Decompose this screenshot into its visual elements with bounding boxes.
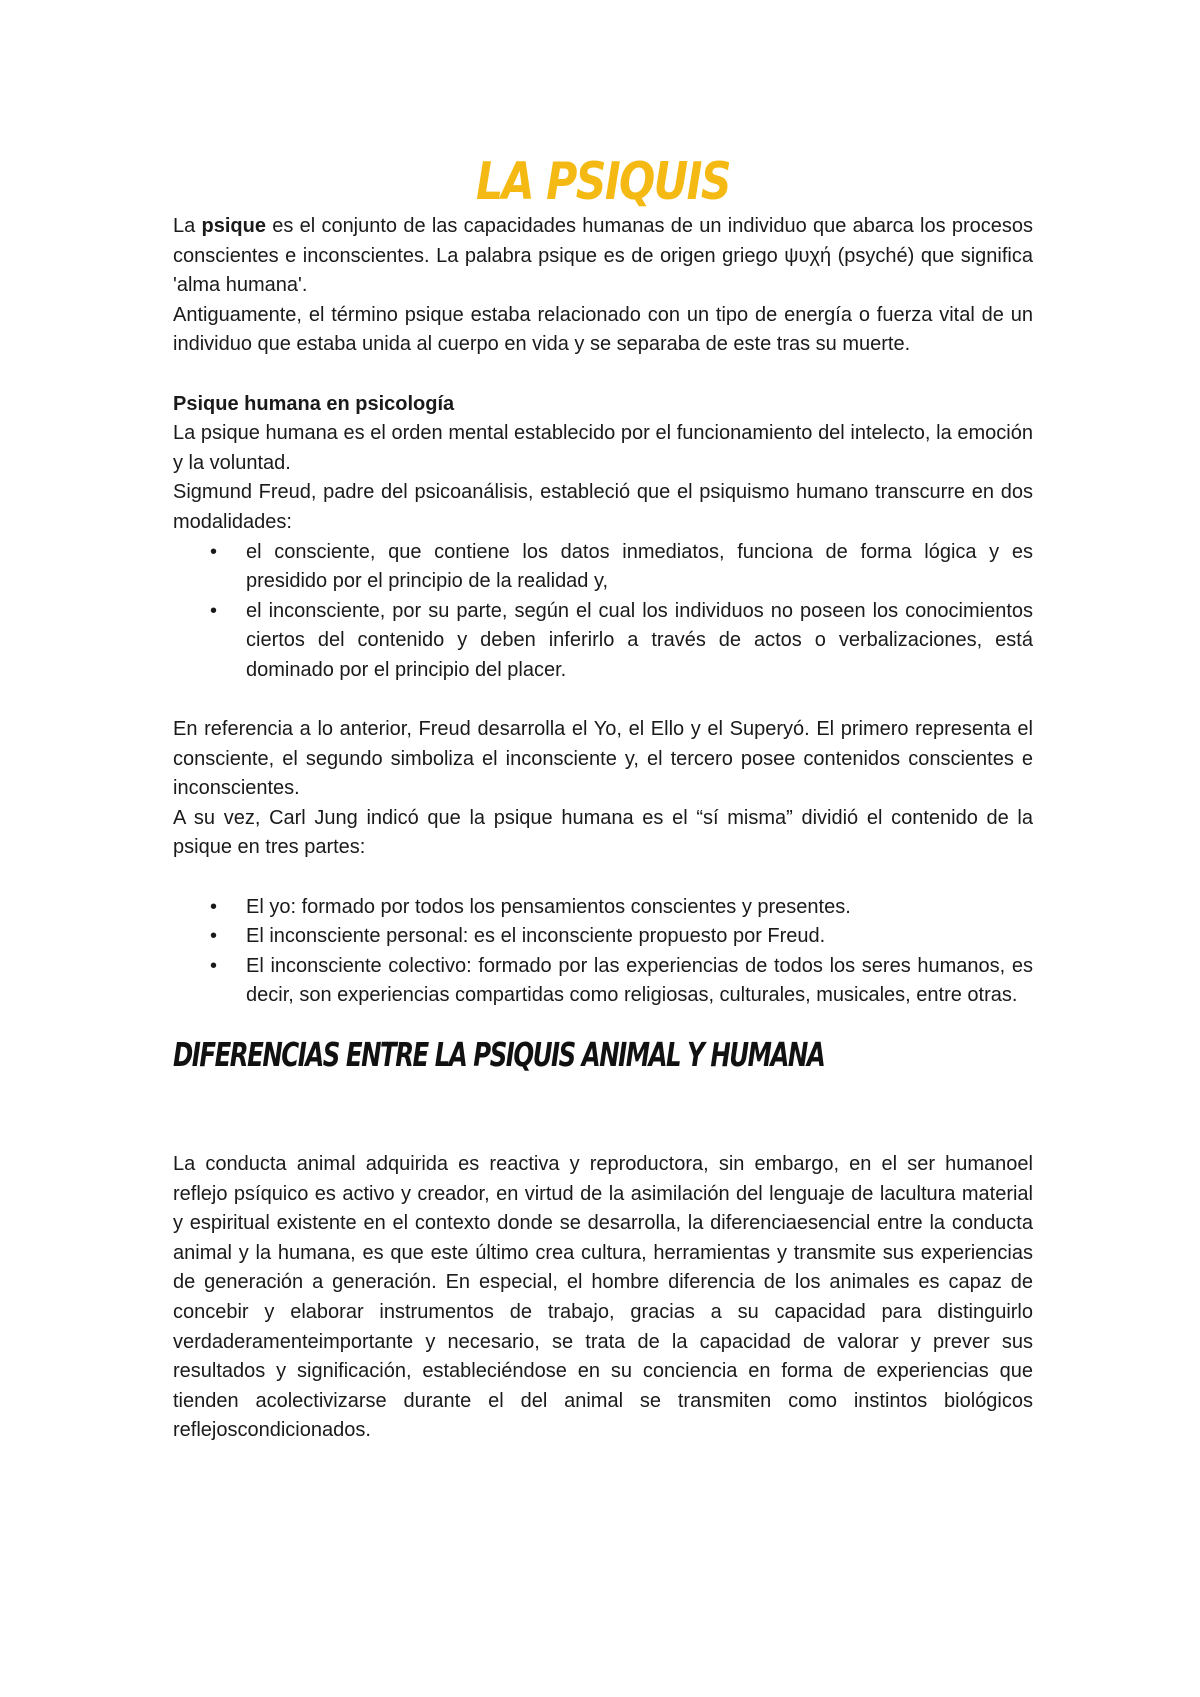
list-item	[173, 952, 1033, 1011]
list-item	[173, 922, 1033, 952]
list-item-text: el inconsciente, por su parte, según el cual los individuos no poseen los conocimientos ciertos del contenido y deben inferirlo a través de actos o verbalizaciones, está dominado por el principio del placer.	[246, 599, 1033, 681]
jung-paragraph: A su vez, Carl Jung indicó que la psique humana es el “sí misma” dividió el contenido de la psique en tres partes:	[173, 806, 1033, 859]
blank-line	[173, 360, 1033, 390]
blank-line	[173, 686, 1033, 716]
list-item	[173, 538, 1033, 597]
jung-parts-list	[173, 893, 1033, 1011]
diferencias-heading: DIFERENCIAS ENTRE LA PSIQUIS ANIMAL Y HUMANA	[173, 1035, 825, 1075]
intro-rest: es el conjunto de las capacidades humanas de un individuo que abarca los procesos conscientes e inconscientes. La palabra psique es de origen griego ψυχή (psyché) que significa 'alma humana'.	[173, 215, 1033, 297]
intro-paragraph	[173, 212, 1033, 301]
bullet-icon: •	[210, 599, 218, 622]
diferencias-paragraph: La conducta animal adquirida es reactiva y reproductora, sin embargo, en el ser humanoel reflejo psíquico es activo y creador, en virtud de la asimilación del lenguaje de lacultura material y espiritual existente en el contexto donde se desarrolla, la diferenciaesencial entre la conducta animal y la humana, es que este último crea cultura, herramientas y transmite sus experiencias de generación a generación. En especial, el hombre diferencia de los animales es capaz de concebir y elaborar instrumentos de trabajo, gracias a su capacidad para distinguirlo verdaderamenteimportante y necesario, se trata de la capacidad de valorar y prever sus resultados y significación, estableciéndose en su conciencia en forma de experiencias que tienden acolectivizarse durante el del animal se transmiten como instintos biológicos reflejoscondicionados.	[173, 1153, 1033, 1442]
list-item	[173, 893, 1033, 923]
list-item	[173, 597, 1033, 686]
document-page	[173, 150, 1033, 1446]
bullet-icon: •	[210, 540, 218, 563]
bullet-icon: •	[210, 954, 218, 977]
psicologia-paragraph-2: Sigmund Freud, padre del psicoanálisis, estableció que el psiquismo humano transcurre en dos modalidades:	[173, 481, 1033, 533]
page-title: LA PSIQUIS	[476, 152, 730, 212]
antiguamente-paragraph: Antiguamente, el término psique estaba relacionado con un tipo de energía o fuerza vital de un individuo que estaba unida al cuerpo en vida y se separaba de este tras su muerte.	[173, 303, 1033, 356]
psicologia-paragraph-1: La psique humana es el orden mental establecido por el funcionamiento del intelecto, la emoción y la voluntad.	[173, 422, 1033, 474]
bullet-icon: •	[210, 925, 218, 948]
freud-paragraph: En referencia a lo anterior, Freud desarrolla el Yo, el Ello y el Superyó. El primero representa el consciente, el segundo simboliza el inconsciente y, el tercero posee contenidos conscientes e inconscientes.	[173, 718, 1033, 800]
freud-modalities-list	[173, 538, 1033, 686]
list-item-text: El inconsciente personal: es el inconsciente propuesto por Freud.	[246, 925, 826, 948]
list-item-text: el consciente, que contiene los datos inmediatos, funciona de forma lógica y es presidido por el principio de la realidad y,	[246, 540, 1033, 593]
list-item-text: El yo: formado por todos los pensamientos conscientes y presentes.	[246, 895, 851, 918]
blank-line	[173, 863, 1033, 893]
list-item-text: El inconsciente colectivo: formado por las experiencias de todos los seres humanos, es decir, son experiencias compartidas como religiosas, culturales, musicales, entre otras.	[246, 954, 1033, 1007]
heading-spacer	[173, 1077, 1033, 1150]
intro-prefix: La	[173, 215, 202, 237]
bullet-icon: •	[210, 895, 218, 918]
intro-bold-word: psique	[201, 215, 266, 237]
psicologia-heading: Psique humana en psicología	[173, 392, 455, 415]
